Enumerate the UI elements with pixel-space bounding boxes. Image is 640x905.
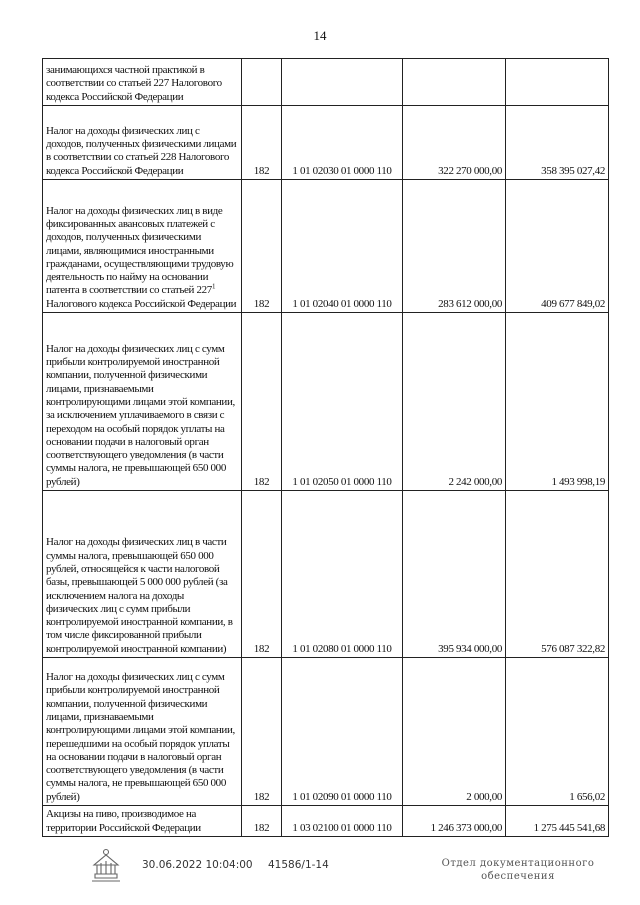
row-name: Налог на доходы физических лиц с сумм прибыли контролируемой иностранной компании, полученной физическими лицами, признаваемыми контролирующими лицами этой компании, перешедшими на особый порядок уплаты на основании подачи в налоговый орган соответствующего уведомления (в части суммы налога, не превышающей 650 000 рублей) bbox=[43, 658, 242, 806]
footer-department-line2: обеспечения bbox=[481, 871, 555, 882]
row-fact-amount: 1 275 445 541,68 bbox=[506, 806, 609, 837]
row-admin-code: 182 bbox=[242, 658, 282, 806]
row-fact-amount: 576 087 322,82 bbox=[506, 491, 609, 658]
row-admin-code bbox=[242, 59, 282, 106]
row-admin-code: 182 bbox=[242, 313, 282, 491]
row-fact-amount: 358 395 027,42 bbox=[506, 106, 609, 180]
coat-of-arms-seal-icon bbox=[86, 845, 126, 885]
row-admin-code: 182 bbox=[242, 806, 282, 837]
row-admin-code: 182 bbox=[242, 106, 282, 180]
table-row bbox=[43, 59, 609, 106]
table-row bbox=[43, 658, 609, 806]
row-plan-amount: 1 246 373 000,00 bbox=[403, 806, 506, 837]
row-name: Налог на доходы физических лиц с доходов, полученных физическими лицами в соответствии со статьей 228 Налогового кодекса Российской Федерации bbox=[43, 106, 242, 180]
footer-department-stamp bbox=[428, 857, 608, 883]
footer-document-number: 41586/1-14 bbox=[268, 859, 329, 871]
row-plan-amount bbox=[403, 59, 506, 106]
revenue-table bbox=[42, 58, 609, 837]
row-plan-amount: 2 242 000,00 bbox=[403, 313, 506, 491]
row-name-tail: Налогового кодекса Российской Федерации bbox=[46, 297, 237, 310]
table-row bbox=[43, 491, 609, 658]
row-name-superscript: 1 bbox=[211, 282, 216, 291]
row-budget-code: 1 01 02050 01 0000 110 bbox=[282, 313, 403, 491]
row-name: Налог на доходы физических лиц в части суммы налога, превышающей 650 000 рублей, относящейся к части налоговой базы, превышающей 5 000 000 рублей (за исключением налога на доходы физических лиц с сумм прибыли контролируемой иностранной компании, в том числе фиксированной прибыли контролируемой иностранной компании) bbox=[43, 491, 242, 658]
row-admin-code: 182 bbox=[242, 491, 282, 658]
row-name: Налог на доходы физических лиц с сумм прибыли контролируемой иностранной компании, полученной физическими лицами, признаваемыми контролирующими лицами этой компании, за исключением уплачиваемого в связи с переходом на особый порядок уплаты на основании подачи в налоговый орган соответствующего уведомления (в части суммы налога, не превышающей 650 000 рублей) bbox=[43, 313, 242, 491]
table-row bbox=[43, 106, 609, 180]
row-budget-code: 1 01 02030 01 0000 110 bbox=[282, 106, 403, 180]
row-budget-code: 1 03 02100 01 0000 110 bbox=[282, 806, 403, 837]
row-fact-amount: 409 677 849,02 bbox=[506, 180, 609, 313]
row-plan-amount: 283 612 000,00 bbox=[403, 180, 506, 313]
row-admin-code: 182 bbox=[242, 180, 282, 313]
row-fact-amount: 1 493 998,19 bbox=[506, 313, 609, 491]
row-plan-amount: 322 270 000,00 bbox=[403, 106, 506, 180]
row-fact-amount bbox=[506, 59, 609, 106]
row-name: занимающихся частной практикой в соответствии со статьей 227 Налогового кодекса Российской Федерации bbox=[43, 59, 242, 106]
row-plan-amount: 2 000,00 bbox=[403, 658, 506, 806]
row-budget-code bbox=[282, 59, 403, 106]
page-number: 14 bbox=[313, 28, 327, 43]
row-name bbox=[43, 180, 242, 313]
row-budget-code: 1 01 02090 01 0000 110 bbox=[282, 658, 403, 806]
footer-date: 30.06.2022 10:04:00 bbox=[142, 859, 253, 871]
row-budget-code: 1 01 02040 01 0000 110 bbox=[282, 180, 403, 313]
row-budget-code: 1 01 02080 01 0000 110 bbox=[282, 491, 403, 658]
table-row bbox=[43, 180, 609, 313]
table-row bbox=[43, 806, 609, 837]
document-footer bbox=[0, 845, 640, 895]
row-name: Акцизы на пиво, производимое на территории Российской Федерации bbox=[43, 806, 242, 837]
table-row bbox=[43, 313, 609, 491]
row-plan-amount: 395 934 000,00 bbox=[403, 491, 506, 658]
row-name-text: Налог на доходы физических лиц в виде фиксированных авансовых платежей с доходов, полученных физическими лицами, являющимися иностранными гражданами, осуществляющими трудовую деятельность по найму на основании патента в соответствии со статьей 227 bbox=[46, 204, 234, 297]
row-fact-amount: 1 656,02 bbox=[506, 658, 609, 806]
footer-department-line1: Отдел документационного bbox=[441, 858, 595, 869]
